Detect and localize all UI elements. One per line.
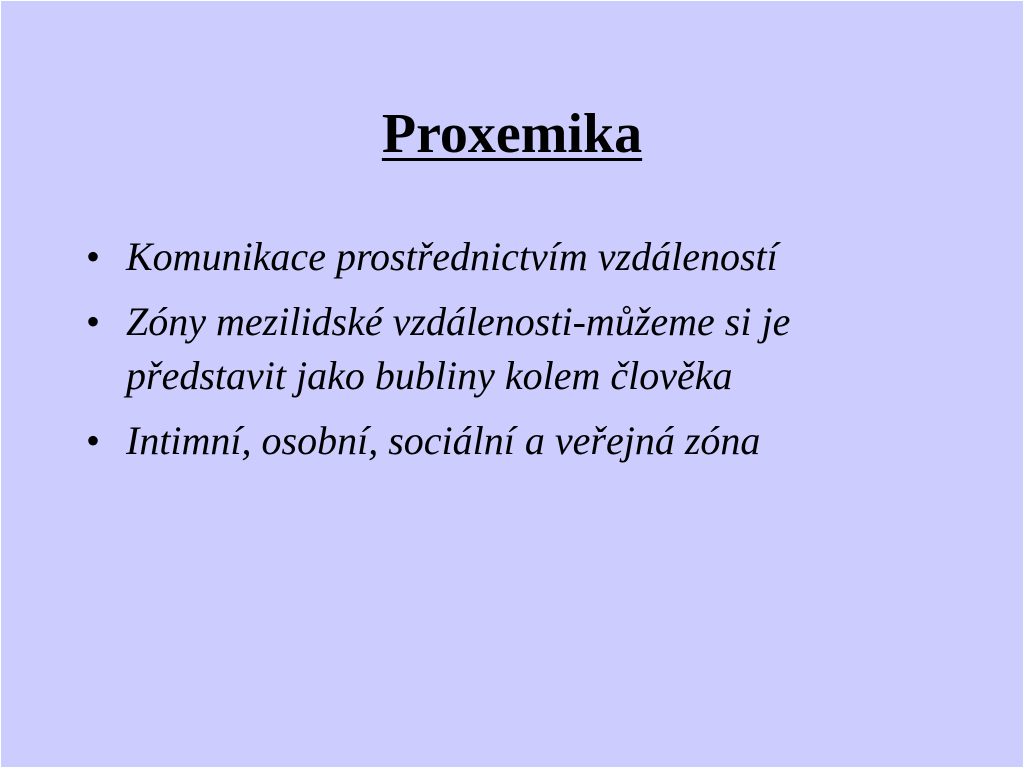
bullet-icon: • xyxy=(86,418,101,463)
bullet-text: Zóny mezilidské vzdálenosti-můžeme si je představit jako bubliny kolem člověka xyxy=(126,299,791,398)
bullet-icon: • xyxy=(86,299,101,344)
bullet-icon: • xyxy=(86,234,101,279)
bullet-text: Komunikace prostřednictvím vzdáleností xyxy=(126,234,778,279)
bullet-item xyxy=(86,295,956,403)
bullet-item xyxy=(86,414,956,468)
slide-title-text: Proxemika xyxy=(381,103,643,165)
bullet-item xyxy=(86,230,956,284)
bullet-text: Intimní, osobní, sociální a veřejná zóna xyxy=(126,418,761,463)
slide-title xyxy=(1,102,1023,166)
bullet-list xyxy=(86,230,956,479)
slide xyxy=(1,1,1023,767)
